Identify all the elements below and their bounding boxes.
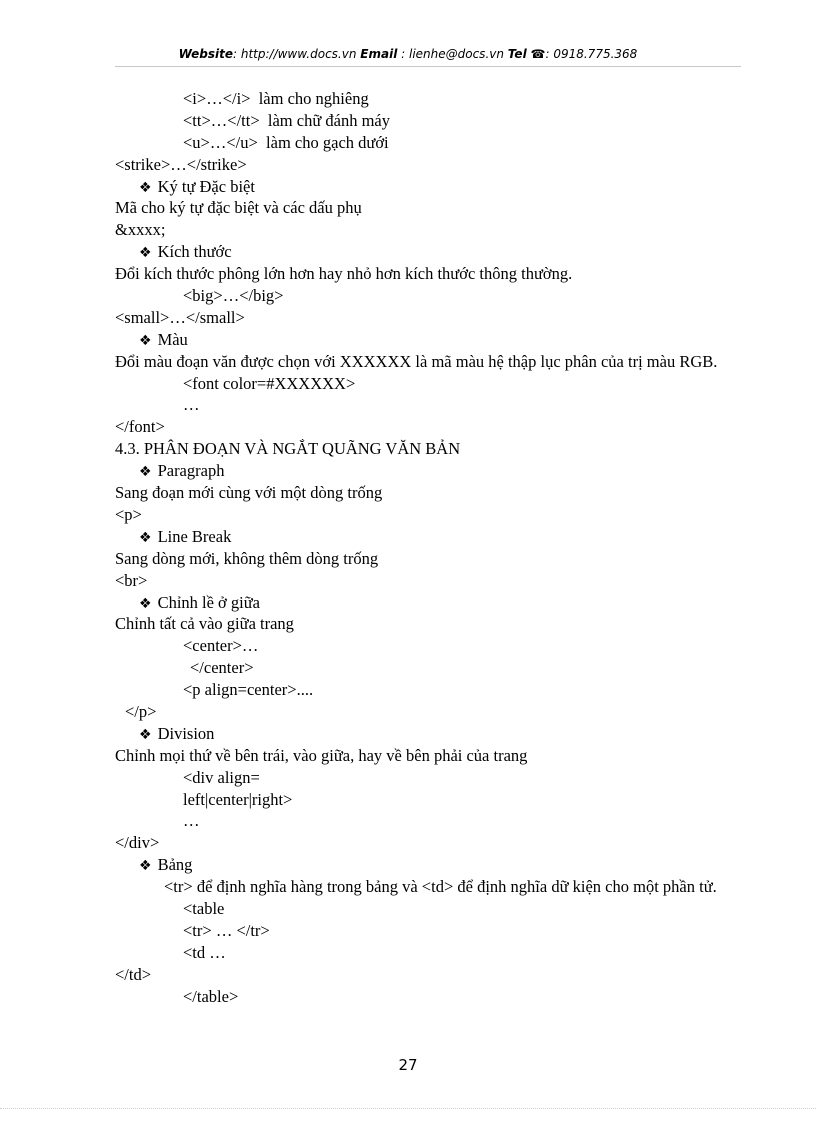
text-line xyxy=(115,810,741,832)
diamond-bullet-icon: ❖ xyxy=(139,179,152,196)
text-line xyxy=(115,394,741,416)
line-text: <tr> để định nghĩa hàng trong bảng và <td> để định nghĩa dữ kiện cho một phần tử. xyxy=(164,877,717,897)
section-heading xyxy=(115,176,741,198)
line-text: </div> xyxy=(115,833,160,853)
text-line xyxy=(115,504,741,526)
email-value: lienhe@docs.vn xyxy=(408,47,504,61)
diamond-bullet-icon: ❖ xyxy=(139,529,152,546)
line-text: Bảng xyxy=(157,855,193,875)
diamond-bullet-icon: ❖ xyxy=(139,595,152,612)
text-line xyxy=(115,548,741,570)
diamond-bullet-icon: ❖ xyxy=(139,858,152,875)
line-text: Chỉnh lề ở giữa xyxy=(157,592,261,612)
line-text: <br> xyxy=(115,570,148,590)
text-line xyxy=(115,438,741,460)
tel-value: 0918.775.368 xyxy=(553,47,638,61)
header-rule xyxy=(115,66,741,67)
page-number: 27 xyxy=(398,1056,418,1074)
line-text: … xyxy=(183,395,200,415)
text-line xyxy=(115,285,741,307)
line-text: </td> xyxy=(115,964,152,984)
text-line xyxy=(115,745,741,767)
text-line xyxy=(115,88,741,110)
text-line xyxy=(115,416,741,438)
section-heading xyxy=(115,723,741,745)
text-line xyxy=(115,635,741,657)
line-text: <u>…</u> làm cho gạch dưới xyxy=(183,132,389,152)
line-text: Mã cho ký tự đặc biệt và các dấu phụ xyxy=(115,198,362,218)
line-text: </font> xyxy=(115,417,165,437)
text-line xyxy=(115,942,741,964)
text-line xyxy=(115,701,741,723)
section-heading xyxy=(115,460,741,482)
line-text: Chỉnh mọi thứ về bên trái, vào giữa, hay về bên phải của trang xyxy=(115,745,528,765)
page-header: Website: http://www.docs.vn Email : lienhe@docs.vn Tel ☎: 0918.775.368 xyxy=(178,47,638,61)
section-heading xyxy=(115,241,741,263)
text-line xyxy=(115,679,741,701)
line-text: Đổi kích thước phông lớn hơn hay nhỏ hơn kích thước thông thường. xyxy=(115,264,573,284)
line-text: Sang dòng mới, không thêm dòng trống xyxy=(115,548,379,568)
text-line xyxy=(115,154,741,176)
line-text: <big>…</big> xyxy=(183,286,284,306)
text-line xyxy=(115,307,741,329)
text-line xyxy=(115,613,741,635)
text-line xyxy=(115,767,741,789)
line-text: Kích thước xyxy=(157,242,232,262)
diamond-bullet-icon: ❖ xyxy=(139,464,152,481)
text-line xyxy=(115,482,741,504)
line-text: <tr> … </tr> xyxy=(183,920,270,940)
line-text: <div align= xyxy=(183,767,260,787)
text-line xyxy=(115,110,741,132)
line-text: Ký tự Đặc biệt xyxy=(157,176,255,196)
line-text: Sang đoạn mới cùng với một dòng trống xyxy=(115,483,383,503)
line-text: <tt>…</tt> làm chữ đánh máy xyxy=(183,110,391,130)
line-text: <small>…</small> xyxy=(115,307,245,327)
text-line xyxy=(115,832,741,854)
line-text: 4.3. PHÂN ĐOẠN VÀ NGẮT QUÃNG VĂN BẢN xyxy=(115,439,461,459)
section-heading xyxy=(115,329,741,351)
line-text: left|center|right> xyxy=(183,789,293,809)
section-heading xyxy=(115,526,741,548)
line-text: </center> xyxy=(190,658,254,678)
text-line xyxy=(115,263,741,285)
line-text: Chỉnh tất cả vào giữa trang xyxy=(115,614,294,634)
text-line xyxy=(115,132,741,154)
diamond-bullet-icon: ❖ xyxy=(139,245,152,262)
telephone-icon: ☎ xyxy=(530,47,546,61)
tel-label: Tel xyxy=(507,47,527,61)
text-line xyxy=(115,789,741,811)
document-body xyxy=(115,88,741,1007)
text-line xyxy=(115,876,741,898)
line-text: Paragraph xyxy=(157,461,225,481)
text-line xyxy=(115,373,741,395)
line-text: </table> xyxy=(183,986,239,1006)
line-text: <center>… xyxy=(183,636,259,656)
line-text: &xxxx; xyxy=(115,220,166,240)
text-line xyxy=(115,219,741,241)
text-line xyxy=(115,351,741,373)
line-text: <p> xyxy=(115,504,142,524)
text-line xyxy=(115,197,741,219)
line-text: <strike>…</strike> xyxy=(115,154,247,174)
line-text: </p> xyxy=(125,701,157,721)
line-text: <td … xyxy=(183,942,226,962)
line-text: Division xyxy=(157,723,215,743)
line-text: Màu xyxy=(157,329,188,349)
text-line xyxy=(115,986,741,1008)
line-text: <table xyxy=(183,898,225,918)
text-line xyxy=(115,964,741,986)
footer-rule xyxy=(0,1108,816,1109)
text-line xyxy=(115,570,741,592)
diamond-bullet-icon: ❖ xyxy=(139,332,152,349)
line-text: <font color=#XXXXXX> xyxy=(183,373,356,393)
line-text: … xyxy=(183,811,200,831)
line-text: <i>…</i> làm cho nghiêng xyxy=(183,89,369,108)
text-line xyxy=(115,898,741,920)
line-text: <p align=center>.... xyxy=(183,680,314,700)
website-value: http://www.docs.vn xyxy=(240,47,357,61)
text-line xyxy=(115,657,741,679)
diamond-bullet-icon: ❖ xyxy=(139,726,152,743)
section-heading xyxy=(115,592,741,614)
text-line xyxy=(115,920,741,942)
email-label: Email xyxy=(360,47,398,61)
website-label: Website xyxy=(178,47,233,61)
line-text: Line Break xyxy=(157,526,232,546)
section-heading xyxy=(115,854,741,876)
line-text: Đổi màu đoạn văn được chọn với XXXXXX là mã màu hệ thập lục phân của trị màu RGB. xyxy=(115,351,718,371)
